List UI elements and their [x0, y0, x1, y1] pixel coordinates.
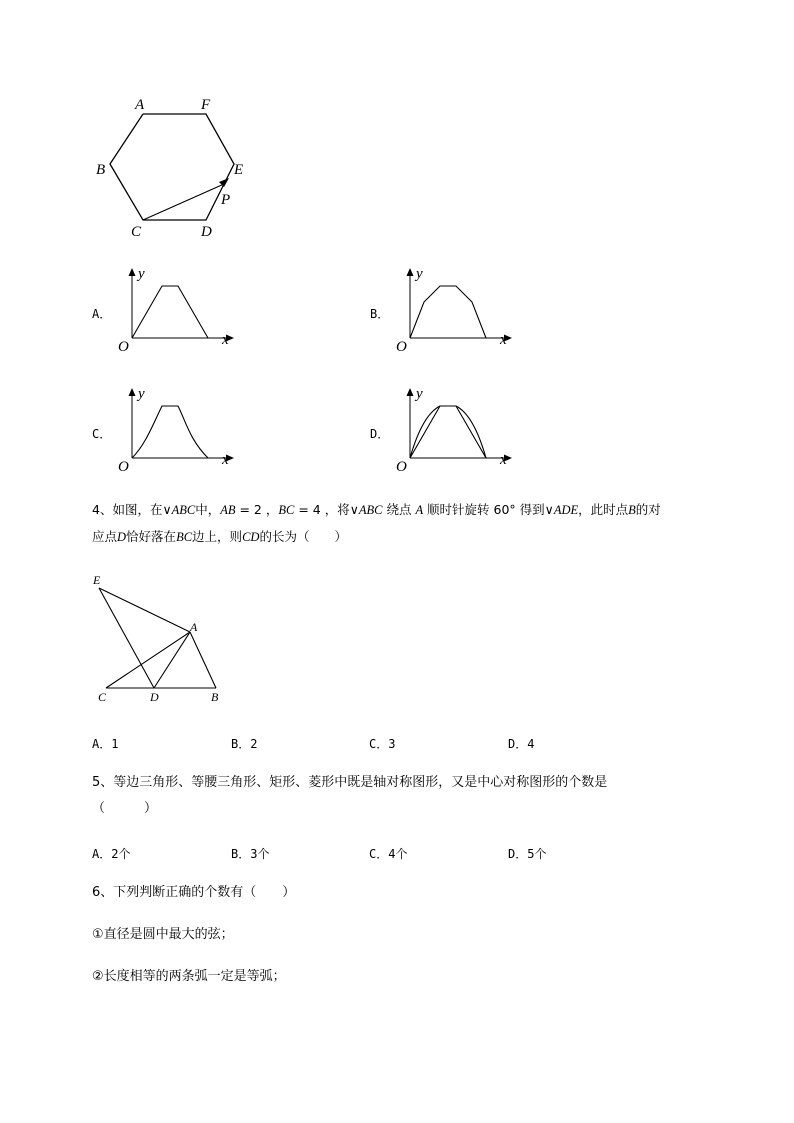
graph-a-line — [132, 286, 208, 338]
hexagon-diagram — [88, 92, 258, 242]
svg-text:x: x — [500, 452, 507, 468]
option-d-graph — [390, 382, 520, 477]
svg-text:y: y — [416, 386, 423, 402]
label-c: C — [98, 690, 107, 704]
q4-option-b[interactable]: B．2 — [231, 737, 258, 751]
option-b-graph — [390, 262, 520, 357]
q4-option-a[interactable]: A．1 — [92, 737, 119, 751]
label-p: P — [221, 192, 231, 208]
svg-text:y: y — [416, 266, 423, 282]
graph-d-line-straight — [410, 406, 486, 458]
graph-d-line-curve — [410, 406, 486, 458]
option-d-letter: D． — [370, 427, 390, 441]
option-a-letter: A． — [92, 307, 112, 321]
q4-stem-line2: 应点D恰好落在BC边上，则CD的长为（ ） — [92, 529, 347, 544]
svg-text:x: x — [222, 452, 229, 468]
svg-text:O: O — [118, 339, 129, 355]
option-c-letter: C． — [92, 427, 112, 441]
q5-stem-line1: 5、等边三角形、等腰三角形、矩形、菱形中既是轴对称图形，又是中心对称图形的个数是 — [92, 775, 608, 790]
q5-option-c[interactable]: C．4个 — [369, 847, 408, 861]
label-a: A — [190, 620, 198, 634]
q4-triangle-figure — [88, 570, 238, 710]
q4-option-c[interactable]: C．3 — [369, 737, 396, 751]
label-c: C — [131, 224, 142, 240]
svg-text:y: y — [138, 386, 145, 402]
graph-b-line — [410, 286, 486, 338]
option-b-letter: B． — [370, 307, 390, 321]
segment-cp — [143, 184, 224, 220]
svg-text:O: O — [118, 459, 129, 475]
q5-stem-line2: （ ） — [92, 801, 158, 816]
label-d: D — [201, 224, 212, 240]
svg-text:x: x — [222, 332, 229, 348]
option-c-graph — [112, 382, 242, 477]
label-a: A — [135, 97, 145, 113]
q6-item-1: ①直径是圆中最大的弦； — [92, 927, 234, 942]
hexagon-figure — [88, 92, 258, 242]
svg-text:x: x — [500, 332, 507, 348]
q4-stem-line1: 4、如图，在∨ABC中，AB = 2 ，BC = 4 ，将∨ABC 绕点 A 顺时针旋转 60° 得到∨ADE，此时点B的对 — [92, 502, 661, 517]
option-a-graph — [112, 262, 242, 357]
label-b: B — [211, 690, 219, 704]
label-d: D — [150, 690, 159, 704]
q5-option-d[interactable]: D．5个 — [508, 847, 547, 861]
svg-text:y: y — [138, 266, 145, 282]
label-e: E — [234, 162, 244, 178]
label-e: E — [93, 573, 101, 587]
label-b: B — [96, 162, 106, 178]
q6-item-2: ②长度相等的两条弧一定是等弧； — [92, 969, 286, 984]
graph-c-line — [132, 406, 208, 458]
svg-text:O: O — [396, 339, 407, 355]
q5-option-b[interactable]: B．3个 — [231, 847, 270, 861]
label-f: F — [201, 97, 211, 113]
q4-option-d[interactable]: D．4 — [508, 737, 535, 751]
svg-text:O: O — [396, 459, 407, 475]
q5-option-a[interactable]: A．2个 — [92, 847, 131, 861]
q6-stem: 6、下列判断正确的个数有（ ） — [92, 885, 296, 900]
